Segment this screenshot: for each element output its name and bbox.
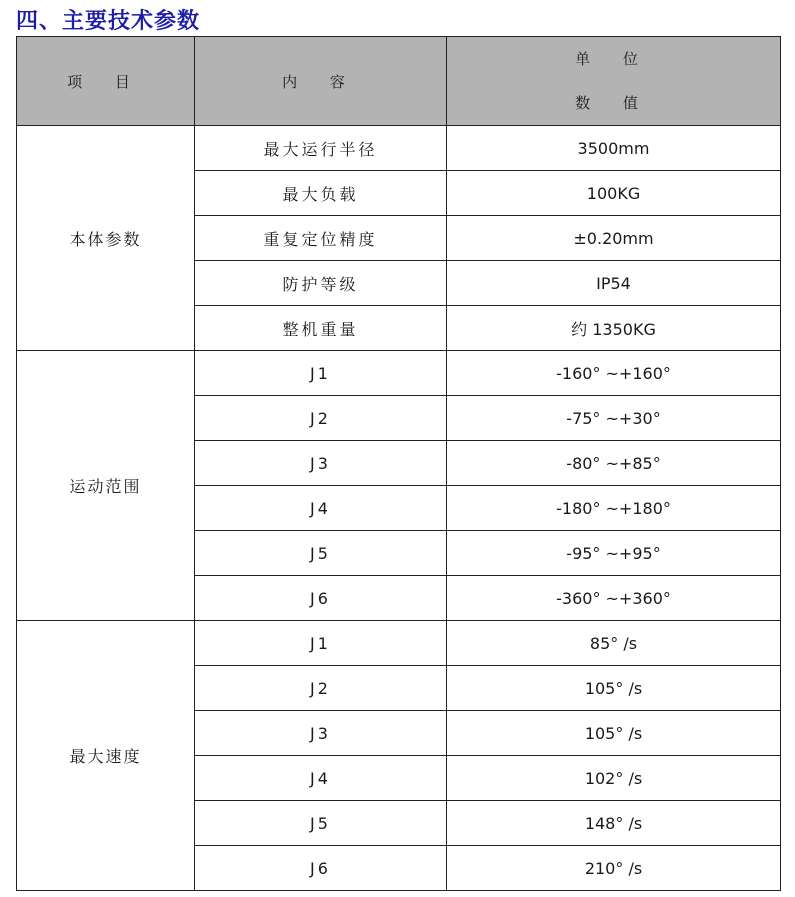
param-value: -95° ~+95° <box>447 531 781 576</box>
param-value: IP54 <box>447 261 781 306</box>
group-label: 本体参数 <box>17 126 195 351</box>
param-name: 最大负载 <box>195 171 447 216</box>
param-name: J2 <box>195 666 447 711</box>
param-value: 102° /s <box>447 756 781 801</box>
param-value: 3500mm <box>447 126 781 171</box>
param-name: 整机重量 <box>195 306 447 351</box>
header-content: 内 容 <box>195 37 447 126</box>
table-header-row <box>17 37 781 126</box>
param-value: 100KG <box>447 171 781 216</box>
group-label: 运动范围 <box>17 351 195 621</box>
param-value: ±0.20mm <box>447 216 781 261</box>
param-name: J4 <box>195 756 447 801</box>
param-name: J3 <box>195 441 447 486</box>
param-value: 105° /s <box>447 666 781 711</box>
header-item: 项 目 <box>17 37 195 126</box>
param-value: -75° ~+30° <box>447 396 781 441</box>
param-name: 重复定位精度 <box>195 216 447 261</box>
table-row <box>17 351 781 396</box>
param-value: -160° ~+160° <box>447 351 781 396</box>
header-unit-value <box>447 37 781 126</box>
param-name: J2 <box>195 396 447 441</box>
param-name: J6 <box>195 576 447 621</box>
param-value: 210° /s <box>447 846 781 891</box>
param-value: -80° ~+85° <box>447 441 781 486</box>
param-value: -180° ~+180° <box>447 486 781 531</box>
param-value: -360° ~+360° <box>447 576 781 621</box>
param-name: J1 <box>195 351 447 396</box>
param-value: 105° /s <box>447 711 781 756</box>
table-row <box>17 126 781 171</box>
section-title: 四、主要技术参数 <box>16 8 201 34</box>
param-value: 约 1350KG <box>447 306 781 351</box>
param-name: J5 <box>195 801 447 846</box>
param-name: 防护等级 <box>195 261 447 306</box>
param-value: 148° /s <box>447 801 781 846</box>
header-unit: 单 位 <box>575 50 652 68</box>
header-value: 数 值 <box>575 94 652 112</box>
param-name: 最大运行半径 <box>195 126 447 171</box>
spec-table <box>16 36 781 891</box>
param-name: J1 <box>195 621 447 666</box>
param-name: J6 <box>195 846 447 891</box>
table-row <box>17 621 781 666</box>
group-label: 最大速度 <box>17 621 195 891</box>
table-body <box>17 126 781 891</box>
param-name: J4 <box>195 486 447 531</box>
param-name: J5 <box>195 531 447 576</box>
param-name: J3 <box>195 711 447 756</box>
param-value: 85° /s <box>447 621 781 666</box>
